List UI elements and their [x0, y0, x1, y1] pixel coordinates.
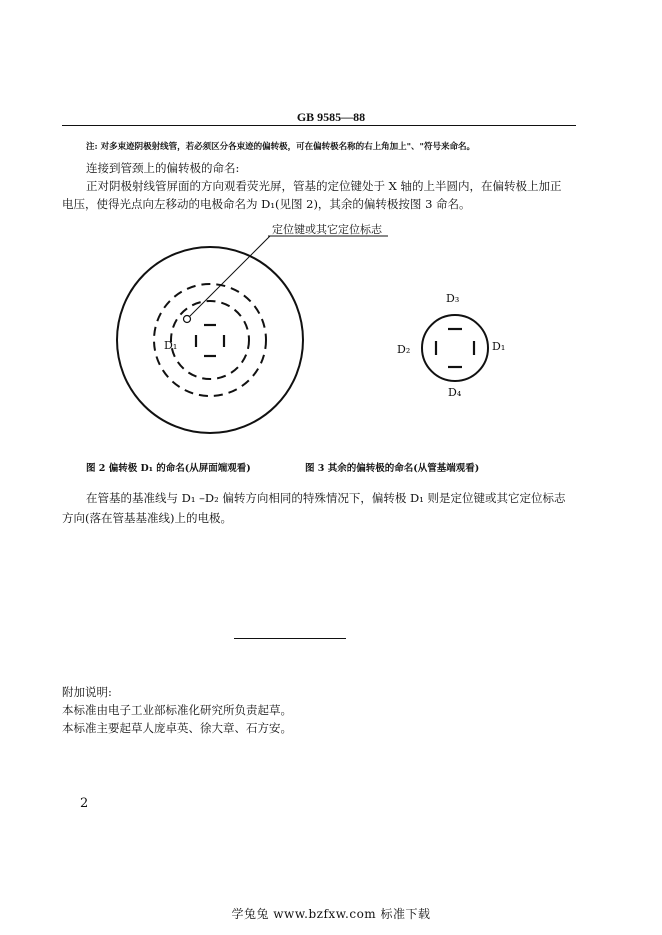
paragraph2-line1: 在管基的基准线与 D₁ –D₂ 偏转方向相同的特殊情况下，偏转极 D₁ 则是定位键或其它定位标志	[86, 491, 566, 505]
footer-watermark: 学兔兔 www.bzfxw.com 标准下载	[231, 907, 431, 921]
appendix-line2: 本标准主要起草人庞卓英、徐大章、石方安。	[62, 721, 292, 735]
electrode-d1-label: D₁	[164, 339, 178, 352]
screen-outer-circle	[117, 247, 303, 433]
figure-2-diagram	[110, 218, 410, 448]
figure-3-diagram	[392, 285, 522, 403]
label-d1: D₁	[492, 340, 506, 353]
section-divider	[234, 638, 346, 639]
base-circle	[422, 315, 488, 381]
page-number: 2	[80, 796, 89, 811]
dashed-circle-inner	[171, 301, 249, 379]
callout-label: 定位键或其它定位标志	[272, 223, 382, 236]
note-text: 注: 对多束迹阴极射线管，若必须区分各束迹的偏转极，可在偏转极名称的右上角加上"、"符号来命名。	[86, 142, 475, 152]
header-rule	[62, 125, 576, 126]
appendix-title: 附加说明:	[62, 685, 112, 699]
paragraph1-line2: 电压，使得光点向左移动的电极命名为 D₁(见图 2)，其余的偏转极按图 3 命名。	[62, 197, 471, 211]
paragraph2-line2: 方向(落在管基基准线)上的电极。	[62, 511, 232, 525]
section-title: 连接到管颈上的偏转极的命名:	[86, 161, 240, 175]
label-d4: D₄	[448, 386, 462, 399]
figure-2-caption: 图 2 偏转极 D₁ 的命名(从屏面端观看)	[86, 463, 251, 474]
label-d3: D₃	[446, 292, 460, 305]
page-header: GB 9585—88	[296, 110, 366, 124]
paragraph1-line1: 正对阴极射线管屏面的方向观看荧光屏，管基的定位键处于 X 轴的上半圆内，在偏转极上加正	[86, 179, 562, 193]
label-d2: D₂	[397, 343, 411, 356]
appendix-line1: 本标准由电子工业部标准化研究所负责起草。	[62, 703, 292, 717]
key-marker-icon	[184, 316, 191, 323]
figure-3-caption: 图 3 其余的偏转极的命名(从管基端观看)	[305, 463, 480, 474]
